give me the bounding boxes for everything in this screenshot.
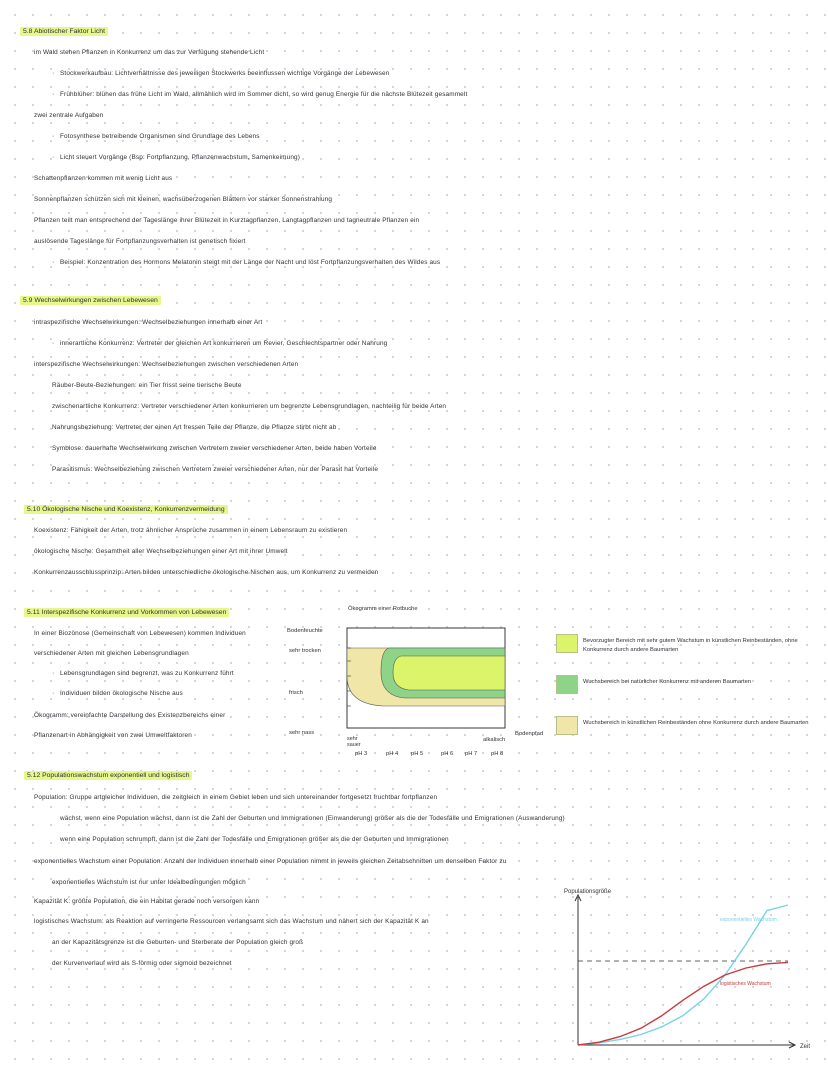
chart-x-label: Zeit (800, 1044, 810, 1050)
text-line: wenn eine Population schrumpft, dann ist die Zahl der Todesfälle und Emigrationen größer als die der Geburten und Immigrationen (60, 836, 449, 843)
y-axis-title: Bodenfeuchte (287, 628, 323, 634)
legend-text-optimal: Bevorzugter Bereich mit sehr gutem Wachstum in künstlichen Reinbeständen, ohne Konkurrenz durch andere Baumarten (583, 638, 798, 653)
text-line: zwischenartliche Konkurrenz: Vertreter verschiedener Arten konkurrieren um begrenzte Lebensgrundlagen, nachteilig für beide Arten (52, 403, 447, 410)
legend-swatch-optimal (556, 634, 578, 653)
text-line: Beispiel: Konzentration des Hormons Melatonin steigt mit der Länge der Nacht und löst Fortpflanzungsverhalten des Wildes aus (60, 259, 441, 266)
diagram-title: Ökogramm einer Rotbuche (348, 606, 418, 612)
text-line: Räuber-Beute-Beziehungen: ein Tier frisst seine tierische Beute (52, 382, 242, 389)
text-line: Parasitismus: Wechselbeziehung zwischen Vertretern zweier verschiedener Arten, nur der Parasit hat Vorteile (52, 466, 379, 473)
legend-text-natural: Wuchsbereich bei natürlicher Konkurrenz mit anderen Baumarten (583, 679, 752, 685)
population-growth-chart (560, 885, 810, 1060)
text-line: interspezifische Wechselwirkungen: Wechselbeziehungen zwischen verschiedenen Arten (34, 361, 299, 368)
y-label-wet: sehr nass (289, 730, 315, 736)
heading-5-11: 5.11 Interspezifische Konkurrenz und Vorkommen von Lebewesen (24, 608, 229, 617)
text-line: Licht steuert Vorgänge (Bsp: Fortpflanzung, Pflanzenwachstum, Samenkeimung) (60, 154, 301, 161)
bullet-icon: · (52, 670, 55, 677)
annotation-logistic: logistisches Wachstum (720, 981, 771, 987)
heading-5-10: 5.10 Ökologische Nische und Koexistenz, Konkurrenzvermeidung (24, 505, 228, 514)
text-line: der Kurvenverlauf wird als S-förmig oder sigmoid bezeichnet (52, 960, 232, 967)
series-exponential-line (578, 905, 788, 1045)
text-line: innerartliche Konkurrenz: Vertreter der gleichen Art konkurrieren um Revier, Geschlechtspartner oder Nahrung (60, 340, 388, 347)
text-line: Pflanzen teilt man entsprechend der Tageslänge ihrer Blütezeit in Kurztagpflanzen, Langtagpflanzen und tagneutrale Pflanzen ein (34, 217, 420, 224)
text-line: Koexistenz: Fähigkeit der Arten, trotz ähnlicher Ansprüche zusammen in einem Lebensraum zu existieren (34, 527, 348, 534)
y-label-fresh: frisch (289, 690, 303, 696)
text-line: wächst, wenn eine Population wächst, dann ist die Zahl der Geburten und Immigrationen (Einwanderung) größer als die der Todesfälle und Emigrationen (Auswanderung) (60, 815, 565, 822)
series-logistic-line (578, 962, 788, 1045)
oekogramm-diagram (285, 602, 544, 762)
text-line: ökologische Nische: Gesamtheit aller Wechselbeziehungen einer Art mit ihrer Umwelt (34, 548, 288, 555)
text-line: Individuen bilden ökologische Nische aus (60, 690, 183, 697)
heading-5-8: 5.8 Abiotischer Faktor Licht (20, 27, 108, 36)
bullet-icon: · (52, 340, 55, 347)
text-line: an der Kapazitätsgrenze ist die Geburten- und Sterberate der Population gleich groß (52, 939, 304, 946)
annotation-exponential: exponentielles Wachstum (720, 917, 777, 923)
text-line: In einer Biozönose (Gemeinschaft von Lebewesen) kommen Individuen (34, 630, 246, 637)
text-line: Lebensgrundlagen sind begrenzt, was zu Konkurrenz führt (60, 670, 234, 677)
range-optimal (393, 656, 505, 690)
text-line: Fotosynthese betreibende Organismen sind Grundlage des Lebens (60, 133, 260, 140)
x-tick: pH 8 (491, 751, 504, 757)
text-line: Stockwerkaufbau: Lichtverhältnisse des jeweiligen Stockwerks beeinflussen wichtige Vorgänge der Lebewesen (60, 70, 390, 77)
text-line: Schattenpflanzen kommen mit wenig Licht aus (34, 175, 173, 182)
bullet-icon: · (52, 154, 55, 161)
x-tick: pH 3 (355, 751, 368, 757)
text-line: Symbiose: dauerhafte Wechselwirkung zwischen Vertretern zweier verschiedener Arten, beide haben Vorteile (52, 445, 377, 452)
text-line: exponentielles Wachstum ist nur unter Idealbedingungen möglich (52, 879, 246, 886)
text-line: Frühblüher: blühen das frühe Licht im Wald, allmählich wird im Sommer dicht, so wird genug Energie für die nächste Blütezeit gesammelt (60, 91, 468, 98)
bullet-icon: · (52, 70, 55, 77)
legend-swatch-artificial (556, 716, 578, 735)
bullet-icon: · (52, 690, 55, 697)
text-line: verschiedener Arten mit gleichen Lebensgrundlagen (34, 650, 189, 657)
legend-text-artificial: Wuchsbereich in künstlichen Reinbeständen ohne Konkurrenz durch andere Baumarten (583, 720, 809, 726)
x-label-acidic: sehr sauer (347, 736, 361, 748)
x-tick: pH 4 (386, 751, 399, 757)
bullet-icon: · (52, 259, 55, 266)
text-line: Sonnenpflanzen schützen sich mit kleinen, wachsüberzogenen Blättern vor starker Sonnenstrahlung (34, 196, 333, 203)
bullet-icon: · (52, 133, 55, 140)
text-line: auslösende Tageslänge für Fortpflanzungsverhalten ist genetisch fixiert (34, 238, 246, 245)
oekogramm-plot (343, 626, 513, 736)
text-line: intraspezifische Wechselwirkungen: Wechselbeziehungen innerhalb einer Art (34, 319, 263, 326)
y-label-dry: sehr trocken (289, 648, 321, 654)
x-tick: pH 5 (411, 751, 424, 757)
text-line: Nahrungsbeziehung: Vertreter der einen Art fressen Teile der Pflanze, die Pflanze stirbt nicht ab (52, 424, 337, 431)
text-line: Ökogramm: vereinfachte Darstellung des Existenzbereichs einer (34, 712, 226, 719)
text-line: Population: Gruppe artgleicher Individuen, die zeitgleich in einem Gebiet leben und sich untereinander fortgesetzt fruchtbar fortpflanzen (34, 794, 438, 801)
text-line: logistisches Wachstum: als Reaktion auf verringerte Ressourcen verlangsamt sich das Wachstum und nähert sich der Kapazität K an (34, 918, 429, 925)
x-label-alkaline: alkalisch (483, 737, 506, 743)
text-line: zwei zentrale Aufgaben (34, 112, 104, 119)
text-line: im Wald stehen Pflanzen in Konkurrenz um das zur Verfügung stehende Licht (34, 49, 265, 56)
text-line: exponentielles Wachstum einer Population: Anzahl der Individuen innerhalb einer Population nimmt in jeweils gleichen Zeitabschnitten um denselben Faktor zu (34, 858, 507, 865)
text-line: Konkurrenzausschlussprinzip: Arten bilden unterschiedliche ökologische Nischen aus, um Konkurrenz zu vermeiden (34, 569, 379, 576)
chart-y-label: Populationsgröße (564, 889, 612, 895)
heading-5-12: 5.12 Populationswachstum exponentiell und logistisch (24, 771, 192, 780)
heading-5-9: 5.9 Wechselwirkungen zwischen Lebewesen (20, 296, 161, 305)
x-tick: pH 7 (465, 751, 478, 757)
legend-swatch-natural (556, 675, 578, 694)
x-tick: pH 6 (441, 751, 454, 757)
x-axis-title: Bodenpfad (515, 731, 544, 737)
bullet-icon: · (52, 91, 55, 98)
text-line: Pflanzenart in Abhängigkeit von zwei Umweltfaktoren (34, 732, 192, 739)
text-line: Kapazität K: größte Population, die ein Habitat gerade noch versorgen kann (34, 898, 260, 905)
